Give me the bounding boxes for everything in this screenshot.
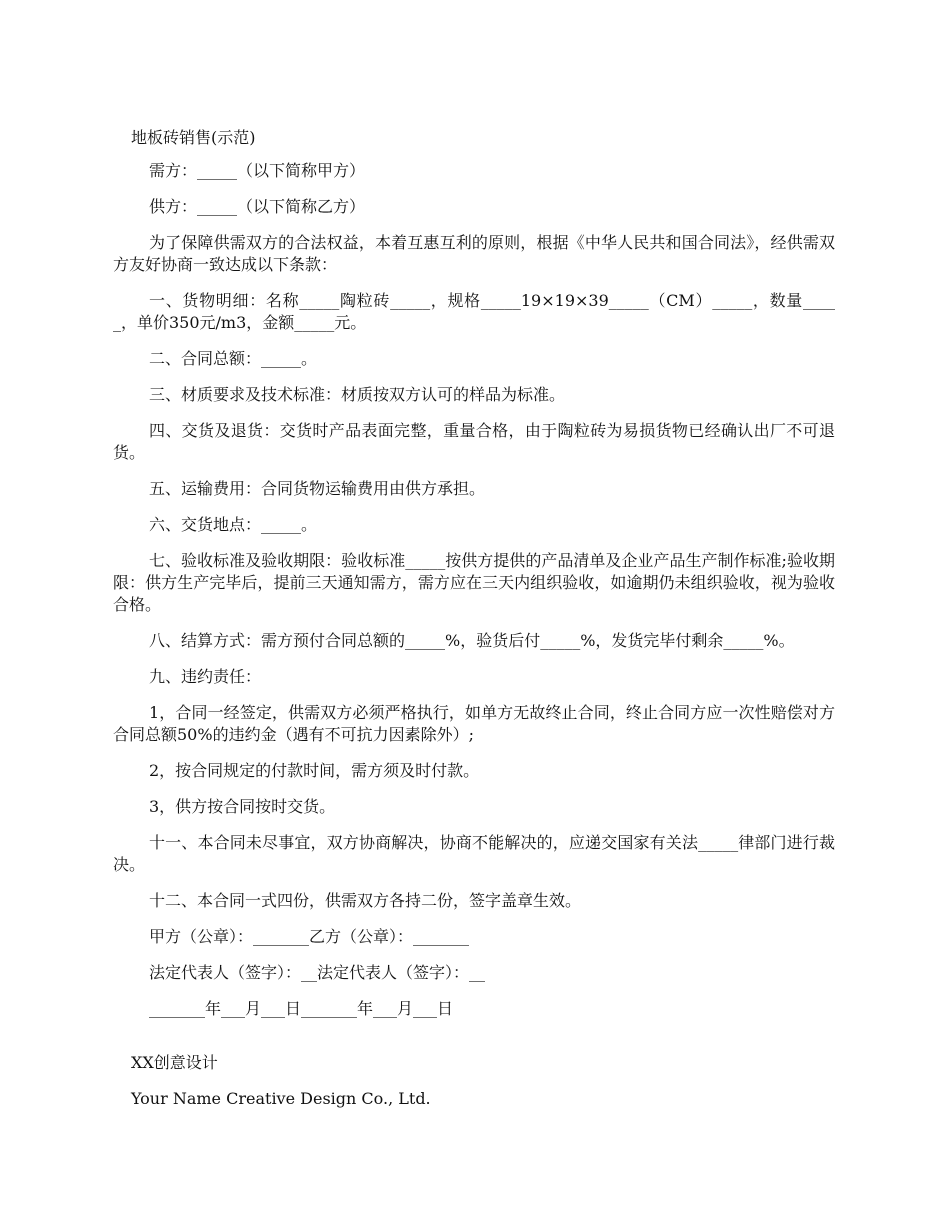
- clause-goods-details: 一、货物明细：名称_____陶粒砖_____，规格_____19×19×39_____（CM）_____，数量_____，单价350元/m3，金额_____元。: [113, 291, 835, 332]
- signature-seal-line: 甲方（公章）：_______乙方（公章）：_______: [149, 927, 470, 946]
- company-name-en: Your Name Creative Design Co., Ltd.: [131, 1089, 431, 1108]
- buyer-line: 需方：_____（以下简称甲方）: [149, 161, 366, 180]
- clause-delivery-location: 六、交货地点：_____。: [149, 515, 318, 534]
- liability-item-2: 2，按合同规定的付款时间，需方须及时付款。: [149, 761, 480, 780]
- clause-transport-cost: 五、运输费用：合同货物运输费用由供方承担。: [149, 479, 486, 498]
- clause-delivery-return: 四、交货及退货：交货时产品表面完整，重量合格，由于陶粒砖为易损货物已经确认出厂不可退货。: [113, 421, 835, 462]
- document-title: 地板砖销售(示范): [131, 128, 256, 147]
- company-name-cn: XX创意设计: [131, 1053, 218, 1072]
- clause-total-amount: 二、合同总额：_____。: [149, 349, 318, 368]
- signature-representative-line: 法定代表人（签字）：__法定代表人（签字）：__: [149, 963, 486, 982]
- clause-liability-heading: 九、违约责任：: [149, 667, 262, 686]
- clause-disputes: 十一、本合同未尽事宜，双方协商解决，协商不能解决的，应递交国家有关法_____律部门进行裁决。: [113, 833, 835, 874]
- contract-body: [113, 160, 835, 1034]
- signature-date-line: _______年___月___日_______年___月___日: [149, 999, 454, 1018]
- liability-item-1: 1，合同一经签定，供需双方必须严格执行，如单方无故终止合同，终止合同方应一次性赔偿对方合同总额50%的违约金（遇有不可抗力因素除外）;: [113, 703, 835, 744]
- preamble-paragraph: 为了保障供需双方的合法权益，本着互惠互利的原则，根据《中华人民共和国合同法》，经供需双方友好协商一致达成以下条款：: [113, 233, 835, 274]
- liability-item-3: 3，供方按合同按时交货。: [149, 797, 336, 816]
- clause-settlement: 八、结算方式：需方预付合同总额的_____%，验货后付_____%，发货完毕付剩余_____%。: [149, 631, 795, 650]
- clause-material-standard: 三、材质要求及技术标准：材质按双方认可的样品为标准。: [149, 385, 566, 404]
- seller-line: 供方：_____（以下简称乙方）: [149, 197, 366, 216]
- clause-copies: 十二、本合同一式四份，供需双方各持二份，签字盖章生效。: [149, 891, 582, 910]
- clause-acceptance: 七、验收标准及验收期限：验收标准_____按供方提供的产品清单及企业产品生产制作标准;验收期限：供方生产完毕后，提前三天通知需方，需方应在三天内组织验收，如逾期仍未组织验收，视为验收合格。: [113, 551, 835, 614]
